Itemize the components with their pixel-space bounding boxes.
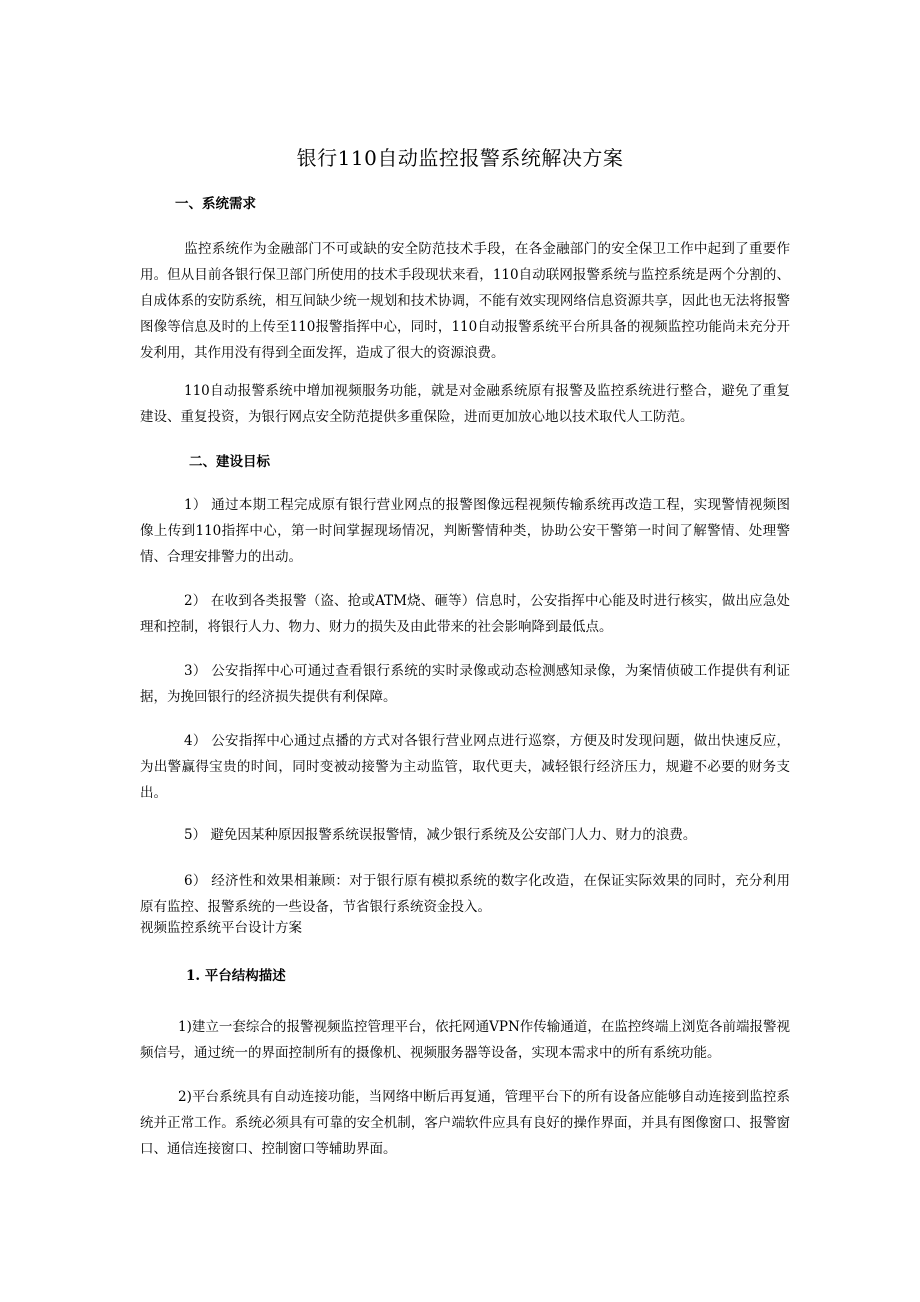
goal-item-text: 1） 通过本期工程完成原有银行营业网点的报警图像远程视频传输系统再改造工程，实现警情视频图像上传到110指挥中心，第一时间掌握现场情况，判断警情种类，协助公安干警第一时间了解警情、处理警情、合理安排警力的出动。 (140, 497, 790, 565)
platform-item-text: 1)建立一套综合的报警视频监控管理平台，依托网通VPN作传输通道，在监控终端上浏览各前端报警视频信号，通过统一的界面控制所有的摄像机、视频服务器等设备，实现本需求中的所有系统功能。 (140, 1019, 790, 1061)
goal-item (140, 822, 790, 848)
platform-item (140, 1014, 790, 1066)
paragraph-text: 110自动报警系统中增加视频服务功能，就是对金融系统原有报警及监控系统进行整合，避免了重复建设、重复投资，为银行网点安全防范提供多重保险，进而更加放心地以技术取代人工防范。 (140, 383, 790, 425)
paragraph (140, 236, 790, 366)
goal-item-text: 5） 避免因某种原因报警系统误报警情，减少银行系统及公安部门人力、财力的浪费。 (184, 827, 697, 843)
goal-item-text: 6） 经济性和效果相兼顾：对于银行原有模拟系统的数字化改造，在保证实际效果的同时，充分利用原有监控、报警系统的一些设备，节省银行系统资金投入。 (140, 873, 790, 915)
section-heading-goals: 二、建设目标 (189, 454, 270, 470)
document-title: 银行110自动监控报警系统解决方案 (296, 146, 624, 170)
goal-item (140, 868, 790, 920)
platform-heading: 1. 平台结构描述 (186, 968, 286, 984)
platform-item-text: 2)平台系统具有自动连接功能，当网络中断后再复通，管理平台下的所有设备应能够自动连接到监控系统并正常工作。系统必须具有可靠的安全机制，客户端软件应具有良好的操作界面，并具有图像窗口、报警窗口、通信连接窗口、控制窗口等辅助界面。 (140, 1089, 790, 1157)
goal-item (140, 658, 790, 710)
goal-item (140, 492, 790, 570)
section-heading-requirements: 一、系统需求 (175, 196, 256, 212)
goal-item-text: 3） 公安指挥中心可通过查看银行系统的实时录像或动态检测感知录像，为案情侦破工作提供有利证据，为挽回银行的经济损失提供有利保障。 (140, 663, 790, 705)
paragraph (140, 378, 790, 430)
goal-item-text: 2） 在收到各类报警（盗、抢或ATM烧、砸等）信息时，公安指挥中心能及时进行核实，做出应急处理和控制，将银行人力、物力、财力的损失及由此带来的社会影响降到最低点。 (140, 593, 790, 635)
paragraph-text: 监控系统作为金融部门不可或缺的安全防范技术手段，在各金融部门的安全保卫工作中起到了重要作用。但从目前各银行保卫部门所使用的技术手段现状来看，110自动联网报警系统与监控系统是两个分割的、自成体系的安防系统，相互间缺少统一规划和技术协调，不能有效实现网络信息资源共享，因此也无法将报警图像等信息及时的上传至110报警指挥中心，同时，110自动报警系统平台所具备的视频监控功能尚未充分开发利用，其作用没有得到全面发挥，造成了很大的资源浪费。 (140, 241, 790, 361)
goal-item-text: 4） 公安指挥中心通过点播的方式对各银行营业网点进行巡察，方便及时发现问题，做出快速反应，为出警赢得宝贵的时间，同时变被动接警为主动监管，取代更夫，减轻银行经济压力，规避不必要的财务支出。 (140, 733, 790, 801)
goal-item (140, 728, 790, 806)
platform-item (140, 1084, 790, 1162)
goal-item (140, 588, 790, 640)
subtitle: 视频监控系统平台设计方案 (140, 920, 302, 936)
